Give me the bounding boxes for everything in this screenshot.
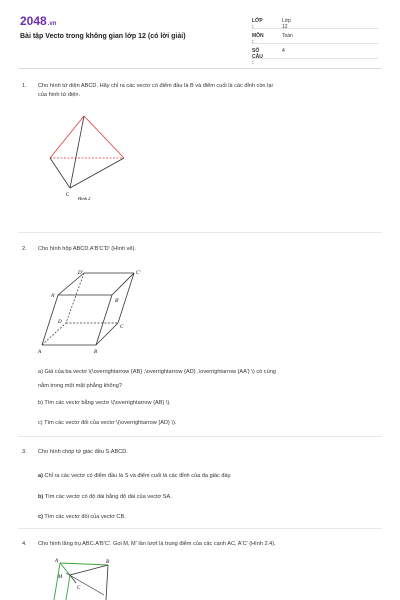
- meta-key: SỐ CÂU :: [252, 48, 263, 66]
- logo-suffix: .vn: [47, 21, 57, 27]
- part-text: b) Tìm các vectơ bằng vectơ \(\overrightarrow {AB} \).: [38, 399, 171, 406]
- site-logo[interactable]: [20, 14, 56, 28]
- part-text-cont: nằm trong một mặt phẳng không?: [38, 383, 122, 390]
- tetrahedron-figure: [46, 110, 136, 205]
- question-text: Cho hình tứ diện ABCD. Hãy chỉ ra các vectơ có điểm đầu là B và điểm cuối là các đỉnh còn lại: [38, 83, 273, 89]
- meta-value: Toán: [282, 33, 293, 39]
- vertex-label-c: C: [77, 586, 81, 591]
- question-2-part-c: [38, 413, 378, 433]
- vertex-label-m: M: [58, 575, 63, 580]
- meta-underline: [252, 28, 378, 29]
- vertex-label-c: C: [66, 193, 70, 198]
- part-prefix: b): [38, 493, 44, 500]
- vertex-label-a1: A': [51, 294, 56, 299]
- question-text: Cho hình lăng trụ ABC.A'B'C'. Gọi M, M' lần lượt là trung điểm của các cạnh AC, A'C' (Hình 2.4).: [38, 541, 276, 547]
- vertex-label-b: B: [94, 350, 98, 355]
- question-text: Cho hình chóp tứ giác đều S.ABCD.: [38, 449, 128, 455]
- question-text-cont: của hình tứ diện.: [38, 92, 80, 98]
- question-2-part-b: [38, 393, 378, 413]
- part-prefix: c): [38, 513, 43, 520]
- part-prefix: a): [38, 472, 43, 479]
- document-title: Bài tập Vecto trong không gian lớp 12 (có lời giải): [20, 33, 186, 40]
- figure-caption: Hình 2: [78, 196, 91, 201]
- part-text: Tìm các vectơ đối của vectơ CB.: [42, 513, 126, 520]
- question-3-part-a: [38, 466, 378, 486]
- question-separator: [18, 232, 382, 233]
- question-3-part-c: [38, 507, 378, 527]
- parallelepiped-figure: [36, 265, 146, 360]
- meta-value: Lớp 12: [282, 18, 291, 30]
- part-text: c) Tìm các vectơ đối của vectơ \(\overrightarrow {AD} \).: [38, 419, 177, 426]
- vertex-label-b: B: [106, 560, 110, 565]
- question-2-part-a: [38, 362, 378, 397]
- vertex-label-c1: C': [136, 271, 141, 276]
- question-number: 4.: [22, 541, 27, 547]
- question-separator: [18, 436, 382, 437]
- question-text: Cho hình hộp ABCD.A'B'C'D' (Hình vẽ).: [38, 246, 136, 252]
- part-text: a) Giá của ba vectơ \(\overrightarrow {AB} ,\overrightarrow {AD} ,\overrightarrow {AA'} \) có cùng: [38, 368, 276, 375]
- header-divider: [18, 68, 382, 69]
- vertex-label-b1: B': [115, 299, 120, 304]
- logo-text: 2048: [20, 14, 47, 28]
- question-3-part-b: [38, 487, 378, 507]
- question-number: 3.: [22, 449, 27, 455]
- vertex-label-d1: D': [78, 271, 83, 276]
- vertex-label-a: A: [38, 350, 42, 355]
- part-text: Tìm các vectơ có độ dài bằng độ dài của vectơ SA.: [43, 493, 172, 500]
- question-number: 1.: [22, 83, 27, 89]
- vertex-label-d: D: [58, 320, 62, 325]
- prism-figure: [46, 555, 126, 600]
- meta-key: LỚP :: [252, 18, 263, 30]
- vertex-label-c: C: [120, 325, 124, 330]
- meta-underline: [252, 58, 378, 59]
- question-separator: [18, 528, 382, 529]
- part-text: Chỉ ra các vectơ có điểm đầu là S và điểm cuối là các đỉnh của đa giác đáy.: [42, 472, 232, 479]
- question-number: 2.: [22, 246, 27, 252]
- meta-underline: [252, 43, 378, 44]
- vertex-label-a: A: [55, 559, 59, 564]
- meta-key: MÔN :: [252, 33, 264, 45]
- meta-value: 4: [282, 48, 285, 54]
